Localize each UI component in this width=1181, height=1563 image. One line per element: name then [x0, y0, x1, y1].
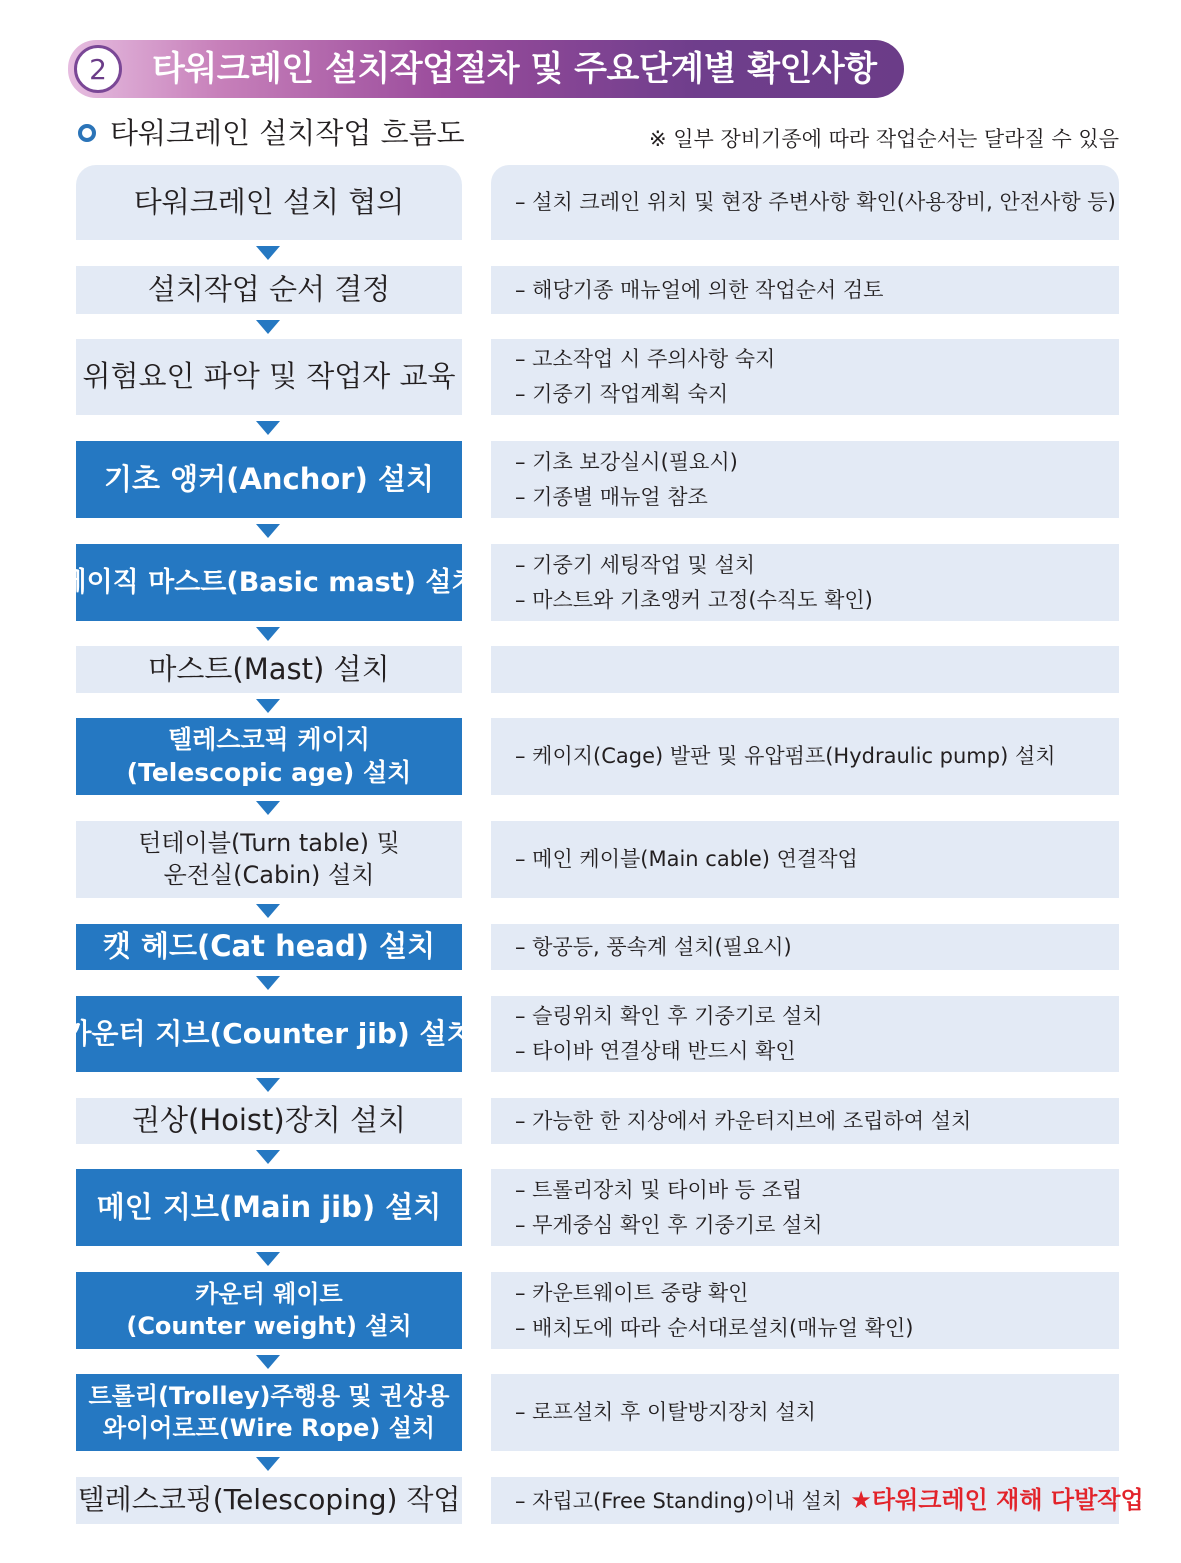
- step-check-panel-3: [491, 339, 1119, 415]
- flow-step-label: 텔레스코핑(Telescoping) 작업: [77, 1483, 461, 1517]
- check-item: [515, 739, 1119, 774]
- check-item: [515, 480, 1119, 515]
- check-item: [515, 377, 1119, 412]
- flow-arrow-down-icon: [256, 801, 280, 815]
- check-item: [515, 1276, 1119, 1311]
- flow-arrow-down-icon: [256, 1252, 280, 1266]
- check-item-text: – 항공등, 풍속계 설치(필요시): [515, 934, 792, 959]
- section-title: 타워크레인 설치작업 흐름도: [110, 116, 465, 150]
- flow-step-10: [64, 996, 474, 1072]
- flow-step-label: 권상(Hoist)장치 설치: [131, 1103, 407, 1138]
- check-item: [515, 1034, 1119, 1069]
- check-item: [515, 185, 1119, 220]
- flow-step-label: 기초 앵커(Anchor) 설치: [104, 461, 434, 496]
- flow-arrow-down-icon: [256, 320, 280, 334]
- flow-step-8: [76, 821, 462, 898]
- flow-step-label: 위험요인 파악 및 작업자 교육: [82, 359, 456, 394]
- step-check-panel-11: [491, 1098, 1119, 1144]
- check-item-text: – 케이지(Cage) 발판 및 유압펌프(Hydraulic pump) 설치: [515, 744, 1056, 768]
- step-check-panel-1: [491, 165, 1119, 240]
- check-item: [515, 930, 1119, 965]
- check-item-text: – 기중기 세팅작업 및 설치: [515, 552, 756, 577]
- flow-step-label: 메인 지브(Main jib) 설치: [96, 1189, 442, 1224]
- check-item-text: – 배치도에 따라 순서대로설치(매뉴얼 확인): [515, 1315, 914, 1340]
- flow-arrow-down-icon: [256, 904, 280, 918]
- flow-step-15: [76, 1477, 462, 1524]
- flow-step-11: [76, 1098, 462, 1144]
- step-check-panel-10: [491, 996, 1119, 1072]
- step-check-panel-13: [491, 1272, 1119, 1349]
- step-check-panel-2: [491, 266, 1119, 314]
- flow-step-label: 타워크레인 설치 협의: [133, 184, 405, 219]
- check-item-text: – 슬링위치 확인 후 기중기로 설치: [515, 1004, 823, 1028]
- check-item-text: – 설치 크레인 위치 및 현장 주변사항 확인(사용장비, 안전사항 등): [515, 190, 1116, 214]
- check-item: [515, 1483, 1144, 1519]
- page-title: 타워크레인 설치작업절차 및 주요단계별 확인사항: [152, 49, 877, 89]
- check-item: [515, 999, 1119, 1034]
- check-item-text: – 기초 보강실시(필요시): [515, 449, 738, 474]
- flow-step-label: (Counter weight) 설치: [126, 1311, 412, 1340]
- flow-step-label: 텔레스코픽 케이지: [168, 725, 370, 754]
- check-item: [515, 548, 1119, 583]
- flow-step-label: 설치작업 순서 결정: [147, 272, 391, 307]
- flow-step-label: (Telescopic age) 설치: [126, 757, 412, 787]
- flow-arrow-down-icon: [256, 246, 280, 260]
- check-item: [515, 273, 1119, 308]
- step-check-panel-5: [491, 544, 1119, 621]
- flow-step-label: 카운터 웨이트: [195, 1280, 343, 1309]
- check-item-text: – 마스트와 기초앵커 고정(수직도 확인): [515, 587, 873, 612]
- flow-arrow-down-icon: [256, 1457, 280, 1471]
- section-number-badge: 2: [74, 45, 122, 93]
- flow-step-label: 베이직 마스트(Basic mast) 설치: [60, 566, 478, 598]
- hazard-warning-label: ★타워크레인 재해 다발작업: [842, 1485, 1144, 1514]
- check-item: [515, 445, 1119, 480]
- flow-step-13: [76, 1272, 462, 1349]
- step-check-panel-8: [491, 821, 1119, 898]
- flow-step-5: [60, 544, 478, 621]
- check-item: [515, 1395, 1119, 1430]
- check-item-text: – 기종별 매뉴얼 참조: [515, 484, 708, 509]
- check-item: [515, 342, 1119, 377]
- check-item-text: – 해당기종 매뉴얼에 의한 작업순서 검토: [515, 277, 884, 302]
- flow-step-7: [76, 718, 462, 795]
- flow-step-label: 캣 헤드(Cat head) 설치: [102, 929, 436, 964]
- flow-step-6: [76, 646, 462, 693]
- check-item-text: – 로프설치 후 이탈방지장치 설치: [515, 1400, 816, 1424]
- flow-step-14: [76, 1374, 462, 1451]
- flow-step-label: 와이어로프(Wire Rope) 설치: [102, 1413, 436, 1442]
- flow-arrow-down-icon: [256, 421, 280, 435]
- check-item-text: – 가능한 한 지상에서 카운터지브에 조립하여 설치: [515, 1108, 972, 1133]
- check-item: [515, 1208, 1119, 1243]
- flow-step-1: [76, 165, 462, 240]
- check-item: [515, 1104, 1119, 1139]
- flow-arrow-down-icon: [256, 1078, 280, 1092]
- step-check-panel-14: [491, 1374, 1119, 1451]
- step-check-panel-12: [491, 1169, 1119, 1246]
- step-check-panel-4: [491, 441, 1119, 518]
- check-item: [515, 1173, 1119, 1208]
- check-item-text: – 고소작업 시 주의사항 숙지: [515, 347, 776, 371]
- flow-step-label: 턴테이블(Turn table) 및: [138, 829, 400, 858]
- check-item-text: – 카운트웨이트 중량 확인: [515, 1280, 749, 1305]
- bullet-ring-icon: [78, 124, 96, 142]
- sequence-note: ※ 일부 장비기종에 따라 작업순서는 달라질 수 있음: [648, 127, 1119, 151]
- check-item-text: – 타이바 연결상태 반드시 확인: [515, 1039, 796, 1063]
- step-check-panel-15: [491, 1477, 1144, 1524]
- check-item: [515, 842, 1119, 877]
- flow-step-3: [76, 339, 462, 415]
- check-item: [515, 1311, 1119, 1346]
- flow-arrow-down-icon: [256, 1355, 280, 1369]
- flow-step-label: 카운터 지브(Counter jib) 설치: [64, 1016, 474, 1050]
- flow-step-12: [76, 1169, 462, 1246]
- flow-arrow-down-icon: [256, 976, 280, 990]
- step-check-panel-6: [491, 646, 1119, 693]
- flow-step-label: 마스트(Mast) 설치: [148, 651, 390, 686]
- flow-arrow-down-icon: [256, 524, 280, 538]
- check-item: [515, 583, 1119, 618]
- flow-arrow-down-icon: [256, 699, 280, 713]
- check-item-text: – 메인 케이블(Main cable) 연결작업: [515, 847, 858, 871]
- check-item-text: – 트롤리장치 및 타이바 등 조립: [515, 1177, 803, 1202]
- flow-step-label: 트롤리(Trolley)주행용 및 권상용: [88, 1382, 450, 1411]
- flow-step-4: [76, 441, 462, 518]
- flow-step-9: [76, 924, 462, 970]
- flow-arrow-down-icon: [256, 1150, 280, 1164]
- check-item-text: – 기중기 작업계획 숙지: [515, 382, 729, 406]
- check-item-text: – 무게중심 확인 후 기중기로 설치: [515, 1212, 823, 1237]
- step-check-panel-9: [491, 924, 1119, 970]
- flow-arrow-down-icon: [256, 627, 280, 641]
- check-item-text: – 자립고(Free Standing)이내 설치: [515, 1488, 843, 1513]
- flow-step-label: 운전실(Cabin) 설치: [163, 860, 375, 889]
- flow-step-2: [76, 266, 462, 314]
- step-check-panel-7: [491, 718, 1119, 795]
